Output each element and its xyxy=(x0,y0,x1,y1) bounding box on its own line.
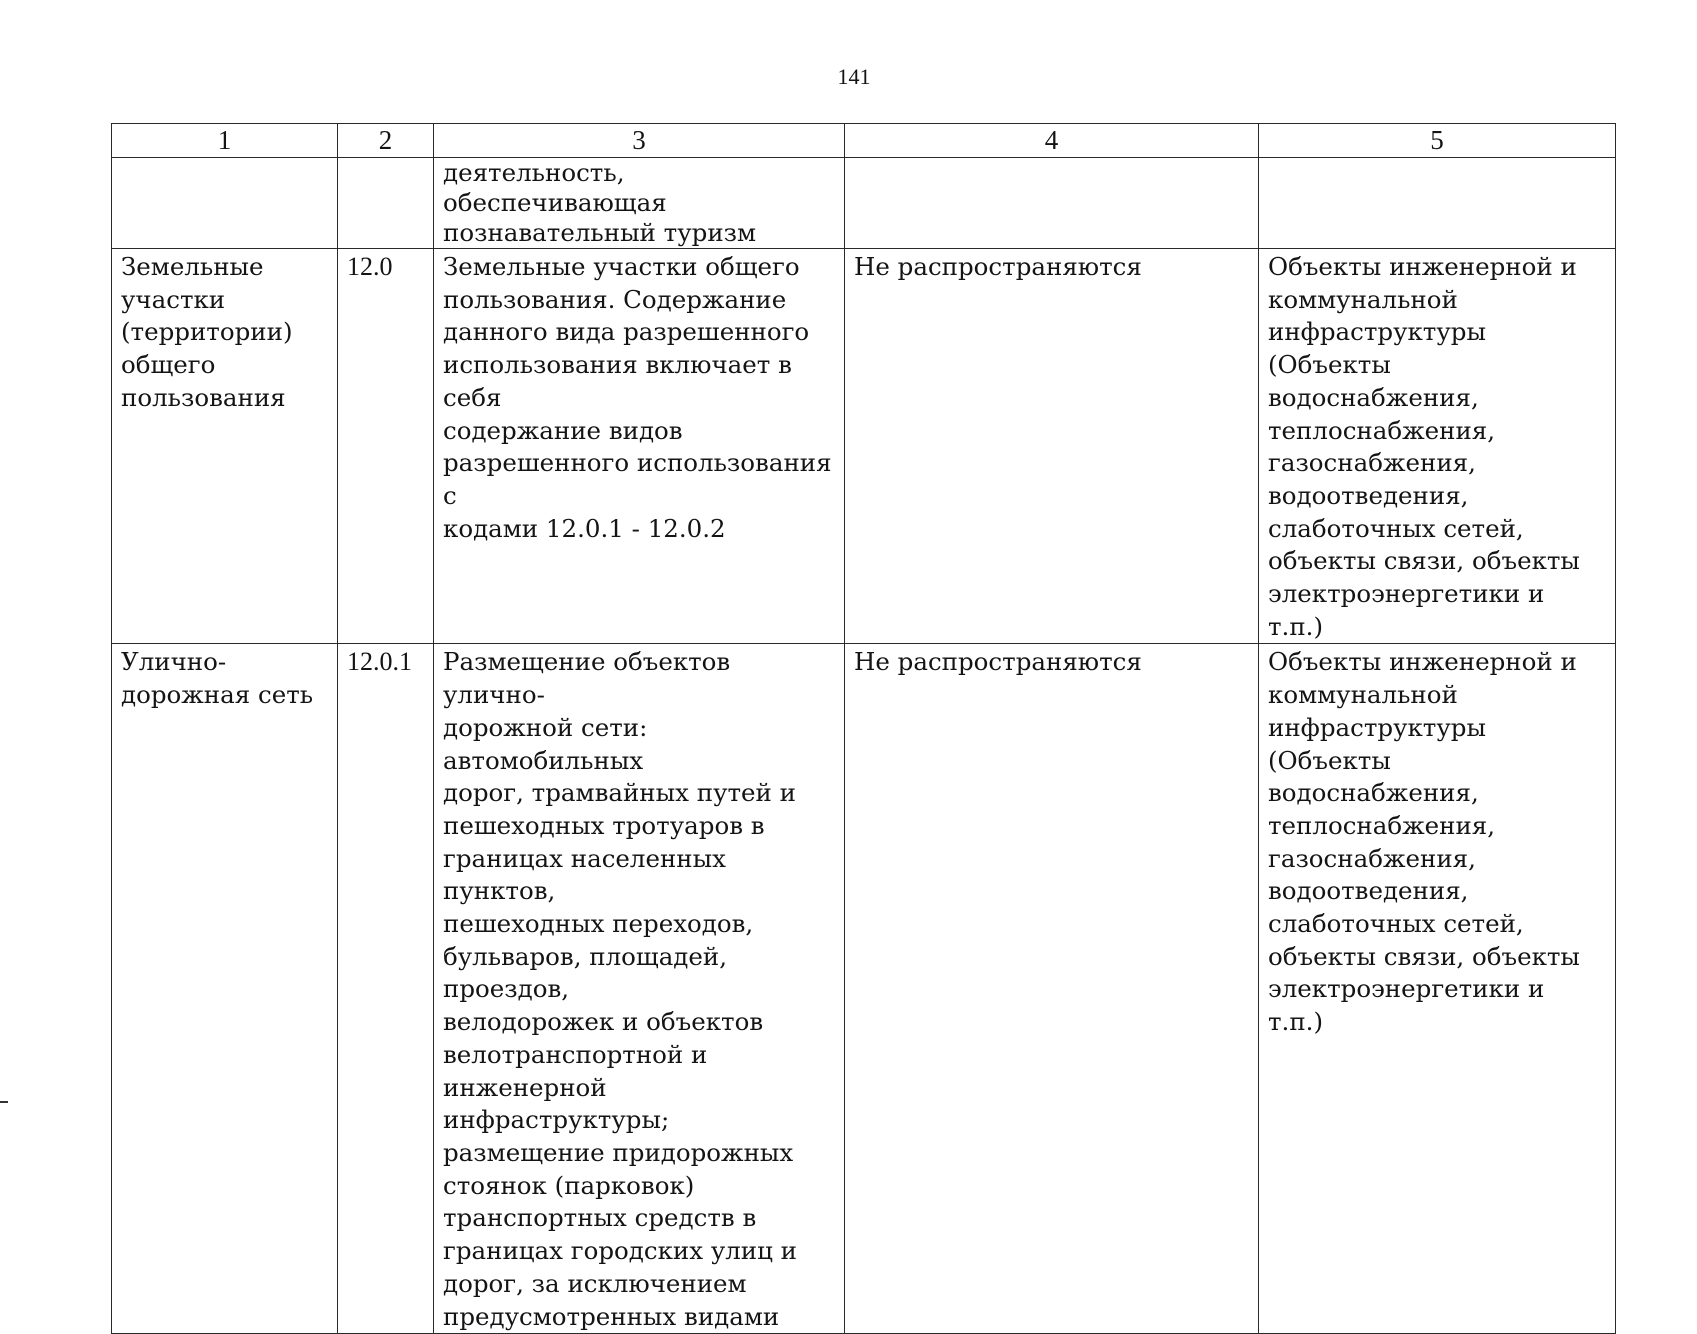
cell-continuation-col5 xyxy=(1259,158,1616,249)
land-use-code: 12.0 xyxy=(347,252,393,281)
land-use-description: Земельные участки общего пользования. Содержание данного вида разрешенного использования включает в себя содержание видов разрешенного использования с кодами 12.0.1 - 12.0.2 xyxy=(443,252,832,543)
table-header-row xyxy=(112,124,1616,158)
cell-land-use-name xyxy=(112,644,338,1334)
column-header-2: 2 xyxy=(338,124,434,158)
cell-land-use-description xyxy=(434,249,845,644)
column-header-4: 4 xyxy=(845,124,1259,158)
land-use-code: 12.0.1 xyxy=(347,647,412,677)
cell-land-use-name xyxy=(112,249,338,644)
table-row xyxy=(112,249,1616,644)
cell-land-use-description xyxy=(434,644,845,1334)
cell-land-use-code xyxy=(338,644,434,1334)
cell-text: деятельность, обеспечивающая познавательный туризм xyxy=(443,158,757,247)
cell-land-use-code xyxy=(338,249,434,644)
col4-text: Не распространяются xyxy=(854,252,1142,281)
cell-col5 xyxy=(1259,644,1616,1334)
cell-col5 xyxy=(1259,249,1616,644)
cell-col4 xyxy=(845,249,1259,644)
land-use-name: Улично- дорожная сеть xyxy=(121,647,314,710)
cell-continuation-col4 xyxy=(845,158,1259,249)
table-row xyxy=(112,644,1616,1334)
col5-text: Объекты инженерной и коммунальной инфраструктуры (Объекты водоснабжения, теплоснабжения, газоснабжения, водоотведения, слаботочных сетей, объекты связи, объекты электроэнергетики и т.п.) xyxy=(1268,252,1580,641)
col5-text: Объекты инженерной и коммунальной инфраструктуры (Объекты водоснабжения, теплоснабжения, газоснабжения, водоотведения, слаботочных сетей, объекты связи, объекты электроэнергетики и т.п.) xyxy=(1268,647,1580,1037)
cell-continuation-col3 xyxy=(434,158,845,249)
land-use-description: Размещение объектов улично- дорожной сети: автомобильных дорог, трамвайных путей и пешеходных тротуаров в границах населенных пунктов, пешеходных переходов, бульваров, площадей, проездов, велодорожек и объектов велотранспортной и инженерной инфраструктуры; размещение придорожных стоянок (парковок) транспортных средств в границах городских улиц и дорог, за исключением предусмотренных видами xyxy=(443,647,798,1331)
cell-col4 xyxy=(845,644,1259,1334)
cell-continuation-col2 xyxy=(338,158,434,249)
land-use-name: Земельные участки (территории) общего пользования xyxy=(121,252,293,412)
column-header-5: 5 xyxy=(1259,124,1616,158)
page-number: 141 xyxy=(837,64,871,89)
cell-continuation-col1 xyxy=(112,158,338,249)
table-row-continuation xyxy=(112,158,1616,249)
land-use-table xyxy=(111,123,1616,1334)
col4-text: Не распространяются xyxy=(854,647,1142,677)
edge-mark xyxy=(0,1101,8,1103)
column-header-1: 1 xyxy=(112,124,338,158)
column-header-3: 3 xyxy=(434,124,845,158)
